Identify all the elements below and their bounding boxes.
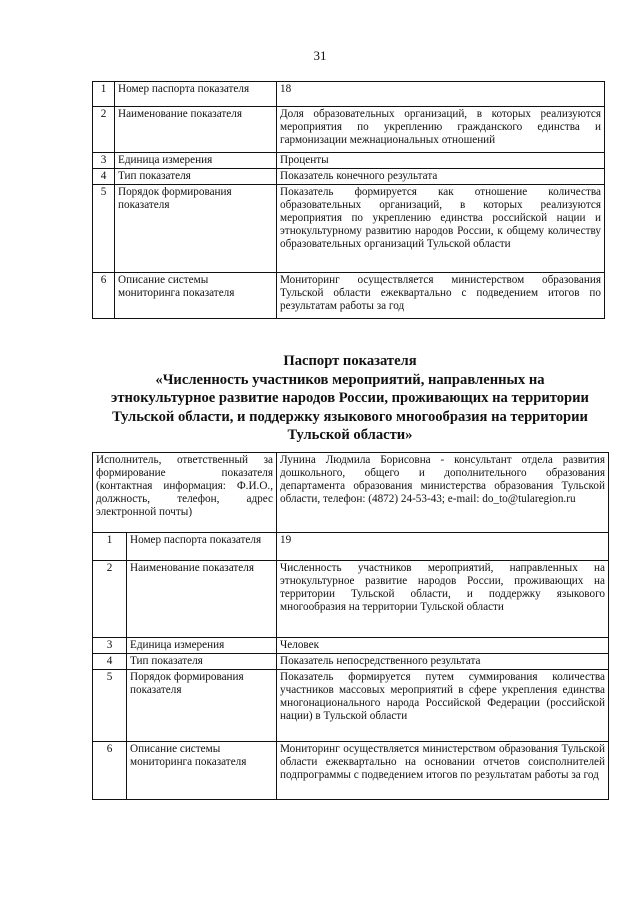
row-label: Порядок формирования показателя [115,185,277,273]
heading-line: Тульской области, и поддержку языкового многообразия на территории [112,408,588,425]
indicator-passport-table-19 [92,452,609,800]
table-row [93,533,609,561]
row-label: Наименование показателя [115,107,277,153]
table-row [93,742,609,800]
row-label: Единица измерения [115,153,277,169]
row-label: Единица измерения [127,638,277,654]
row-number: 3 [93,153,115,169]
row-label: Тип показателя [115,169,277,185]
page-number: 31 [313,48,327,63]
table-row [93,638,609,654]
executor-label: Исполнитель, ответственный за формирование показателя (контактная информация: Ф.И.О., должность, телефон, адрес электронной почты) [93,453,277,533]
indicator-passport-table-18 [92,81,605,319]
row-number: 5 [93,185,115,273]
table-row [93,654,609,670]
heading-title: Паспорт показателя [283,353,417,369]
row-value: 18 [277,82,605,107]
row-value: Мониторинг осуществляется министерством образования Тульской области ежеквартально на основании отчетов соисполнителей подпрограммы с подведением итогов по результатам работы за год [277,742,609,800]
row-number: 1 [93,533,127,561]
row-label: Тип показателя [127,654,277,670]
row-number: 1 [93,82,115,107]
table-row [93,185,605,273]
row-number: 5 [93,670,127,742]
row-number: 4 [93,654,127,670]
table-row [93,82,605,107]
row-label: Порядок формирования показателя [127,670,277,742]
row-number: 2 [93,107,115,153]
executor-value: Лунина Людмила Борисовна - консультант отдела развития дошкольного, общего и дополнительного образования департамента образования министерства образования Тульской области, телефон: (4872) 24-53-43; e-mail: do_to@tularegion.ru [277,453,609,533]
table-row [93,273,605,319]
row-value: Показатель формируется путем суммирования количества участников массовых мероприятий в сфере укрепления единства многонационального народа Российской Федерации (российской нации) в Тульской области [277,670,609,742]
table-row-executor [93,453,609,533]
table-row [93,169,605,185]
row-number: 6 [93,273,115,319]
heading-line: «Численность участников мероприятий, направленных на [155,371,545,388]
passport-heading [92,352,608,445]
row-value: Показатель конечного результата [277,169,605,185]
table-row [93,561,609,638]
row-number: 3 [93,638,127,654]
row-value: Показатель непосредственного результата [277,654,609,670]
table-row [93,670,609,742]
row-value: Показатель формируется как отношение количества образовательных организаций, в которых реализуются мероприятия по укреплению единства российской нации и этнокультурному развитию народов России, к общему количеству образовательных организаций Тульской области [277,185,605,273]
row-value: Человек [277,638,609,654]
row-label: Наименование показателя [127,561,277,638]
row-label: Описание системы мониторинга показателя [127,742,277,800]
table-row [93,153,605,169]
row-value: Проценты [277,153,605,169]
row-label: Номер паспорта показателя [127,533,277,561]
table-row [93,107,605,153]
row-value: Доля образовательных организаций, в которых реализуются мероприятия по укреплению гражданского единства и гармонизации межнациональных отношений [277,107,605,153]
row-number: 6 [93,742,127,800]
row-number: 4 [93,169,115,185]
heading-line: этнокультурное развитие народов России, проживающих на территории [111,390,589,406]
heading-line: Тульской области» [287,427,413,443]
row-label: Описание системы мониторинга показателя [115,273,277,319]
row-label: Номер паспорта показателя [115,82,277,107]
row-number: 2 [93,561,127,638]
row-value: 19 [277,533,609,561]
row-value: Мониторинг осуществляется министерством образования Тульской области ежеквартально с подведением итогов по результатам работы за год [277,273,605,319]
row-value: Численность участников мероприятий, направленных на этнокультурное развитие народов России, проживающих на территории Тульской области, и поддержку языкового многообразия на территории Тульской области [277,561,609,638]
